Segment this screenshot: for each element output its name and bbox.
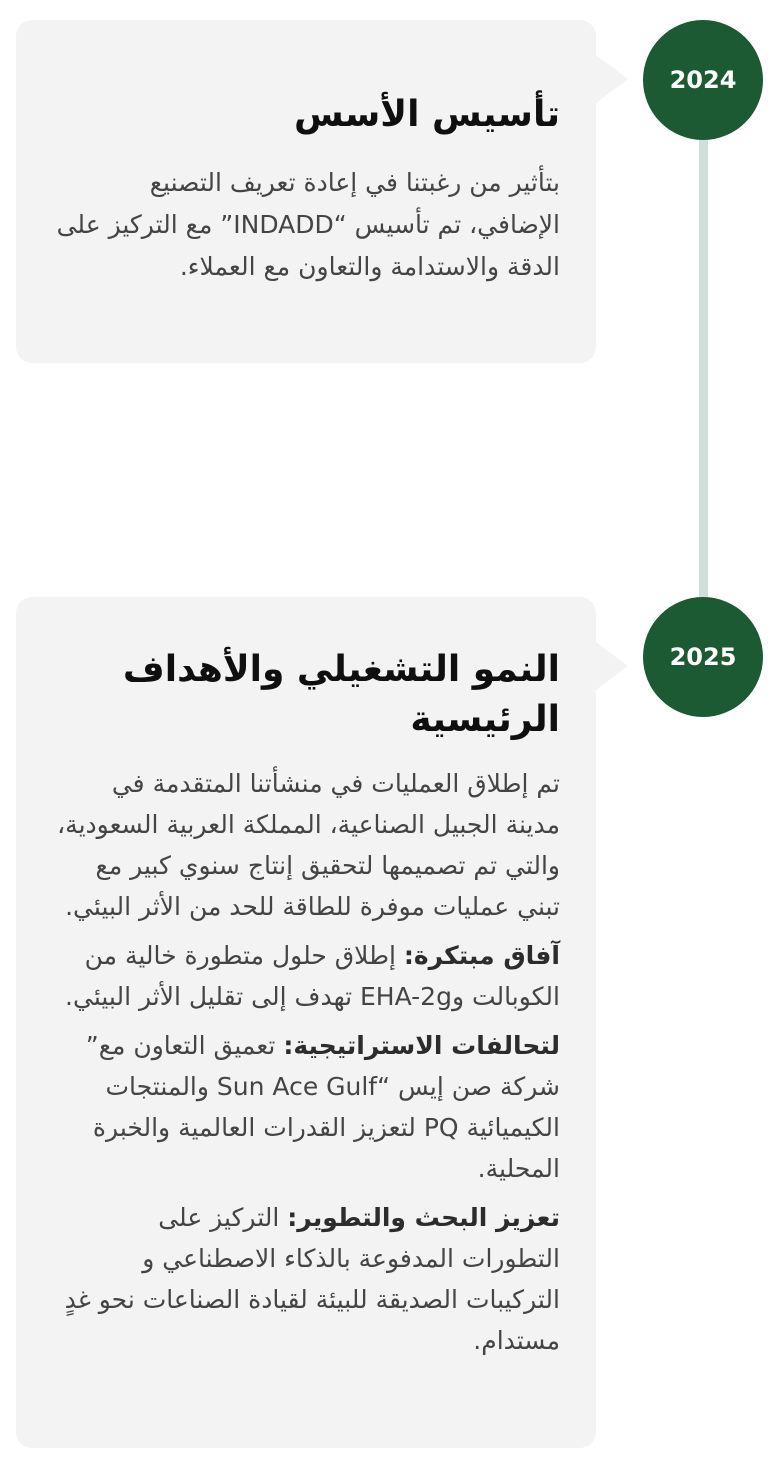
year-label: 2025: [669, 643, 737, 671]
card-paragraph: تم إطلاق العمليات في منشأتنا المتقدمة في مدينة الجبيل الصناعية، المملكة العربية السعودية، والتي تم تصميمها لتحقيق إنتاج سنوي كبير مع تبني عمليات موفرة للطاقة للحد من الأثر البيئي.: [57, 769, 560, 921]
highlight-research: [56, 1197, 560, 1361]
year-label: 2024: [669, 66, 737, 94]
highlight-alliances: [56, 1025, 560, 1189]
timeline-line: [699, 120, 708, 610]
card-pointer: [596, 55, 628, 103]
highlight-text: إطلاق حلول متطورة خالية من الكوبالت وEHA-2g تهدف إلى تقليل الأثر البيئي.: [65, 941, 560, 1011]
card-title: النمو التشغيلي والأهداف الرئيسية: [122, 649, 560, 740]
timeline-card-2025: [16, 597, 596, 1448]
highlight-label: تعزيز البحث والتطوير:: [287, 1203, 560, 1232]
highlight-innovation: [56, 935, 560, 1017]
timeline-card-2024: [16, 20, 596, 363]
highlight-label: آفاق مبتكرة:: [403, 941, 560, 970]
card-paragraph: بتأثير من رغبتنا في إعادة تعريف التصنيع الإضافي، تم تأسيس “INDADD” مع التركيز على الدقة والاستدامة والتعاون مع العملاء.: [56, 168, 560, 281]
card-pointer: [596, 642, 628, 690]
year-badge-2025: [643, 597, 763, 717]
highlight-label: لتحالفات الاستراتيجية:: [283, 1031, 560, 1060]
highlight-text: التركيز على التطورات المدفوعة بالذكاء الاصطناعي و التركيبات الصديقة للبيئة لقيادة الصناعات نحو غدٍ مستدام.: [64, 1203, 560, 1355]
highlight-text: تعميق التعاون مع” شركة صن إيس “Sun Ace Gulf والمنتجات الكيميائية PQ لتعزيز القدرات العالمية والخبرة المحلية.: [85, 1031, 560, 1183]
year-badge-2024: [643, 20, 763, 140]
card-title: تأسيس الأسس: [294, 94, 560, 135]
